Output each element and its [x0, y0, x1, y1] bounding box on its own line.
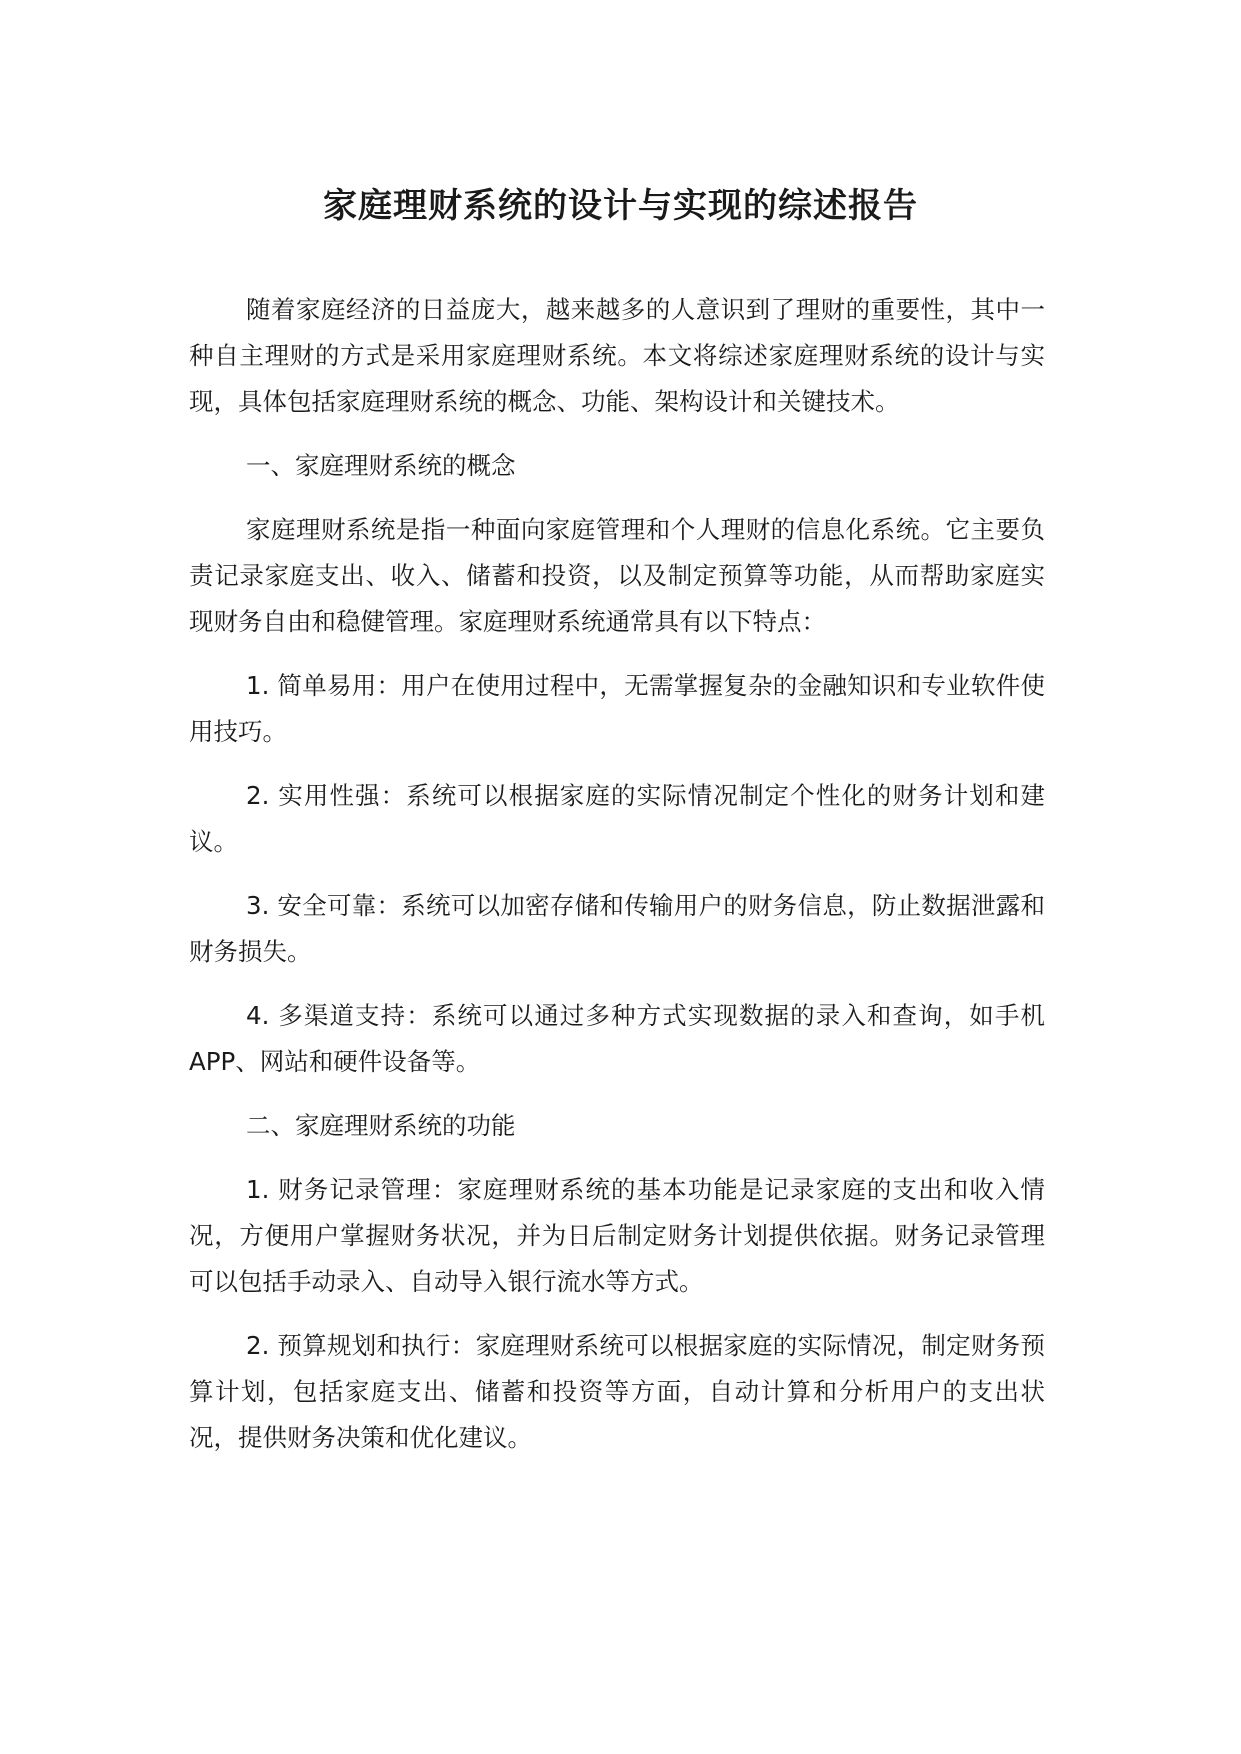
document-body [189, 287, 1045, 1479]
section-heading-concept: 一、家庭理财系统的概念 [246, 451, 516, 480]
function-item-budget: 2. 预算规划和执行：家庭理财系统可以根据家庭的实际情况，制定财务预算计划，包括家庭支出、储蓄和投资等方面，自动计算和分析用户的支出状况，提供财务决策和优化建议。 [189, 1331, 1045, 1452]
feature-item-practical: 2. 实用性强：系统可以根据家庭的实际情况制定个性化的财务计划和建议。 [189, 781, 1045, 856]
feature-item-multichannel: 4. 多渠道支持：系统可以通过多种方式实现数据的录入和查询，如手机 APP、网站和硬件设备等。 [189, 1001, 1045, 1076]
document-title: 家庭理财系统的设计与实现的综述报告 [323, 186, 918, 226]
function-item-records: 1. 财务记录管理：家庭理财系统的基本功能是记录家庭的支出和收入情况，方便用户掌握财务状况，并为日后制定财务计划提供依据。财务记录管理可以包括手动录入、自动导入银行流水等方式。 [189, 1175, 1045, 1296]
intro-paragraph: 随着家庭经济的日益庞大，越来越多的人意识到了理财的重要性，其中一种自主理财的方式是采用家庭理财系统。本文将综述家庭理财系统的设计与实现，具体包括家庭理财系统的概念、功能、架构设计和关键技术。 [189, 295, 1045, 416]
feature-item-secure: 3. 安全可靠：系统可以加密存储和传输用户的财务信息，防止数据泄露和财务损失。 [189, 891, 1045, 966]
section-heading-functions: 二、家庭理财系统的功能 [246, 1111, 516, 1140]
concept-paragraph: 家庭理财系统是指一种面向家庭管理和个人理财的信息化系统。它主要负责记录家庭支出、收入、储蓄和投资，以及制定预算等功能，从而帮助家庭实现财务自由和稳健管理。家庭理财系统通常具有以下特点： [189, 515, 1045, 636]
feature-item-easy-to-use: 1. 简单易用：用户在使用过程中，无需掌握复杂的金融知识和专业软件使用技巧。 [189, 671, 1045, 746]
